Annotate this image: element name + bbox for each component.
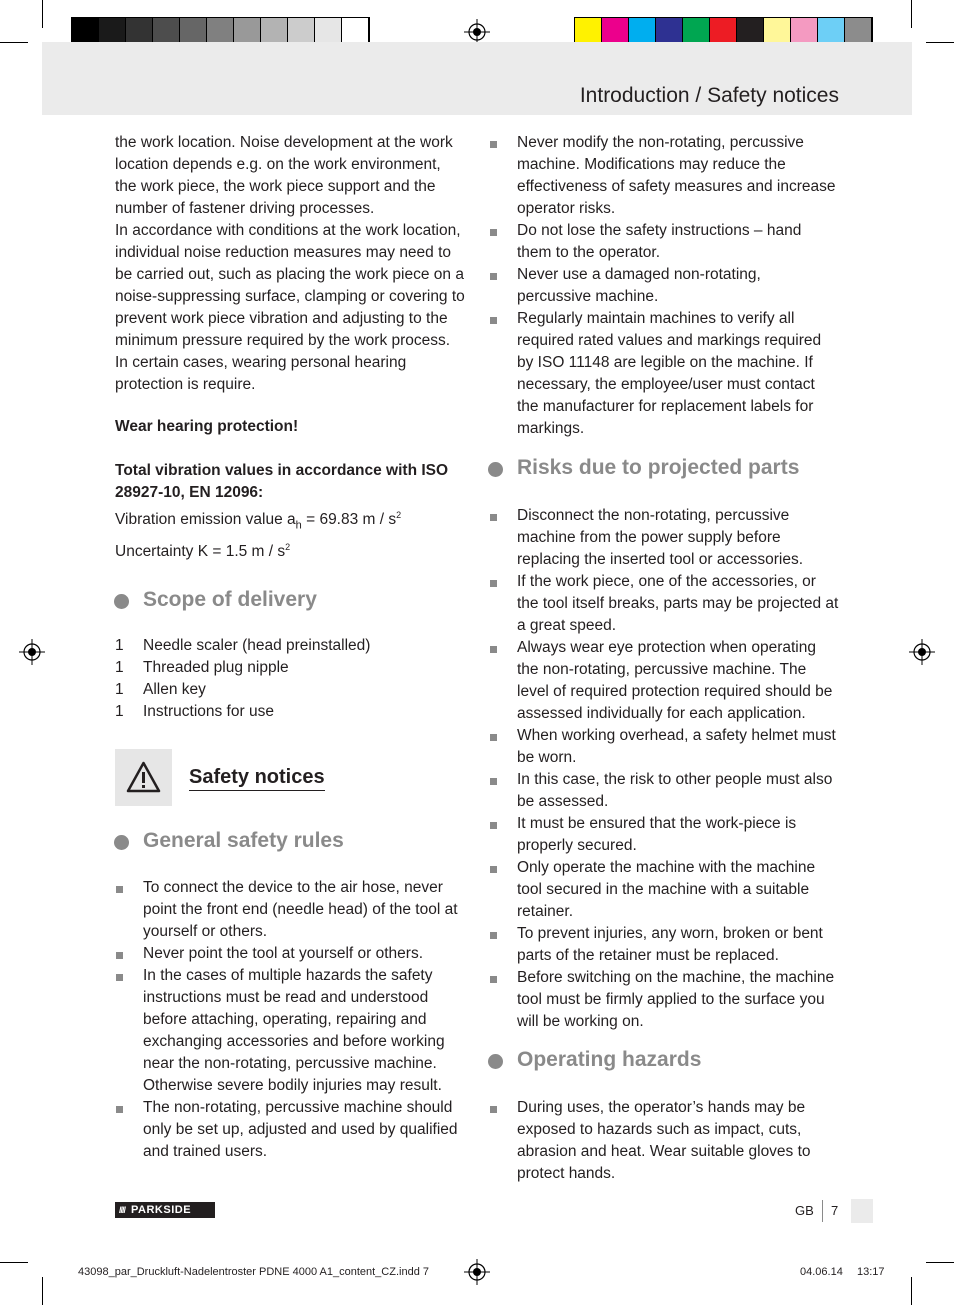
list-item: If the work piece, one of the accessories, or the tool itself breaks, parts may be projected at a great speed.: [489, 571, 839, 637]
list-item: The non-rotating, percussive machine should only be set up, adjusted and used by qualified and trained users.: [115, 1097, 465, 1163]
operating-hazards-heading: Operating hazards: [517, 1048, 701, 1072]
operating-hazards-list: [489, 1097, 839, 1185]
list-item: In this case, the risk to other people must also be assessed.: [489, 769, 839, 813]
crop-mark: [926, 1262, 954, 1263]
scope-quantity: 1: [115, 703, 124, 720]
scope-label: Threaded plug nipple: [143, 659, 289, 676]
language-code: GB: [795, 1203, 814, 1218]
crop-mark: [911, 0, 912, 28]
crop-mark: [911, 1277, 912, 1305]
brand-name: PARKSIDE: [131, 1204, 192, 1216]
section-bullet-icon: [488, 1054, 503, 1069]
scope-heading: Scope of delivery: [143, 588, 317, 612]
file-name: 43098_par_Druckluft-Nadelentroster PDNE 4000 A1_content_CZ.indd 7: [78, 1266, 429, 1278]
scope-item: [115, 635, 465, 657]
list-item: In the cases of multiple hazards the safety instructions must be read and understood before attaching, operating, repairing and exchanging accessories and before working near the non-rotating, percussive machine. Otherwise severe bodily injuries may result.: [115, 965, 465, 1097]
intro-text: [115, 132, 465, 396]
scope-quantity: 1: [115, 637, 124, 654]
modification-list: [489, 132, 839, 440]
square-bullet-icon: [490, 646, 497, 653]
square-bullet-icon: [490, 734, 497, 741]
general-safety-heading: General safety rules: [143, 829, 344, 853]
list-item: Never use a damaged non-rotating, percussive machine.: [489, 264, 839, 308]
parkside-logo: [115, 1202, 215, 1218]
section-bullet-icon: [488, 462, 503, 477]
registration-mark-icon: [909, 639, 935, 665]
scope-quantity: 1: [115, 659, 124, 676]
scope-item: [115, 657, 465, 679]
list-item: When working overhead, a safety helmet must be worn.: [489, 725, 839, 769]
scope-quantity: 1: [115, 681, 124, 698]
list-item: Never point the tool at yourself or others.: [115, 943, 465, 965]
intro-paragraph: the work location. Noise development at the work location depends e.g. on the work environment, the work piece, the work piece support and the number of fastener driving processes.: [115, 134, 453, 217]
square-bullet-icon: [490, 976, 497, 983]
crop-mark: [926, 42, 954, 43]
intro-paragraph-2: In accordance with conditions at the work location, individual noise reduction measures may need to be carried out, such as placing the work piece on a noise-suppressing surface, clamping or covering to prevent work piece vibration and adjusting to the minimum pressure required by the work process. In certain cases, wearing personal hearing protection is require.: [115, 222, 465, 393]
warning-triangle-icon: [115, 749, 172, 806]
scope-item: [115, 701, 465, 723]
vibration-heading: Total vibration values in accordance with ISO 28927-10, EN 12096:: [115, 462, 449, 501]
list-item: Do not lose the safety instructions – hand them to the operator.: [489, 220, 839, 264]
list-item: To prevent injuries, any worn, broken or bent parts of the retainer must be replaced.: [489, 923, 839, 967]
risks-list: [489, 505, 839, 1033]
square-bullet-icon: [490, 317, 497, 324]
list-item: Regularly maintain machines to verify all required rated values and markings required by ISO 11148 are legible on the machine. If necessary, the employee/user must contact the manufacturer for replacement labels for markings.: [489, 308, 839, 440]
registration-mark-icon: [19, 639, 45, 665]
scope-item: [115, 679, 465, 701]
safety-notices-heading: Safety notices: [189, 764, 325, 791]
warning-box: [115, 749, 172, 806]
section-bullet-icon: [114, 835, 129, 850]
vibration-block: [115, 460, 465, 563]
crop-mark: [0, 42, 28, 43]
hearing-notice: Wear hearing protection!: [115, 418, 299, 435]
logo-stripes-icon: ////: [119, 1205, 126, 1215]
section-bullet-icon: [114, 594, 129, 609]
square-bullet-icon: [116, 952, 123, 959]
square-bullet-icon: [490, 229, 497, 236]
list-item: Always wear eye protection when operating the non-rotating, percussive machine. The level of required protection required should be assessed individually for each application.: [489, 637, 839, 725]
risks-heading: Risks due to projected parts: [517, 456, 799, 480]
print-time: 13:17: [857, 1266, 885, 1278]
scope-label: Allen key: [143, 681, 206, 698]
square-bullet-icon: [490, 141, 497, 148]
square-bullet-icon: [490, 778, 497, 785]
uncertainty-line: Uncertainty K = 1.5 m / $s^2$: [115, 542, 291, 561]
page-number: 7: [831, 1203, 839, 1218]
list-item: Only operate the machine with the machine tool secured in the machine with a suitable retainer.: [489, 857, 839, 923]
scope-label: Needle scaler (head preinstalled): [143, 637, 371, 654]
list-item: To connect the device to the air hose, never point the front end (needle head) of the tool at yourself or others.: [115, 877, 465, 943]
square-bullet-icon: [490, 580, 497, 587]
crop-mark: [0, 1262, 28, 1263]
square-bullet-icon: [490, 1106, 497, 1113]
crop-mark: [42, 0, 43, 28]
page-tab: [851, 1199, 873, 1223]
list-item: It must be ensured that the work-piece is properly secured.: [489, 813, 839, 857]
scope-label: Instructions for use: [143, 703, 274, 720]
vibration-emission-line: Vibration emission value $a_h = 69.83$ m / $s^2$: [115, 510, 402, 532]
scope-list: [115, 635, 465, 723]
square-bullet-icon: [116, 974, 123, 981]
square-bullet-icon: [490, 273, 497, 280]
square-bullet-icon: [490, 514, 497, 521]
square-bullet-icon: [490, 932, 497, 939]
square-bullet-icon: [116, 1106, 123, 1113]
square-bullet-icon: [490, 866, 497, 873]
crop-mark: [42, 1277, 43, 1305]
footer-divider: [822, 1200, 823, 1222]
list-item: Before switching on the machine, the machine tool must be firmly applied to the surface you will be working on.: [489, 967, 839, 1033]
square-bullet-icon: [116, 886, 123, 893]
list-item: Never modify the non-rotating, percussive machine. Modifications may reduce the effectiveness of safety measures and increase operator risks.: [489, 132, 839, 220]
list-item: Disconnect the non-rotating, percussive machine from the power supply before replacing the inserted tool or accessories.: [489, 505, 839, 571]
print-date: 04.06.14: [800, 1266, 843, 1278]
general-safety-list: [115, 877, 465, 1163]
page-title: Introduction / Safety notices: [579, 84, 839, 107]
square-bullet-icon: [490, 822, 497, 829]
list-item: During uses, the operator’s hands may be exposed to hazards such as impact, cuts, abrasion and heat. Wear suitable gloves to protect hands.: [489, 1097, 839, 1185]
registration-mark-icon: [464, 1259, 490, 1285]
